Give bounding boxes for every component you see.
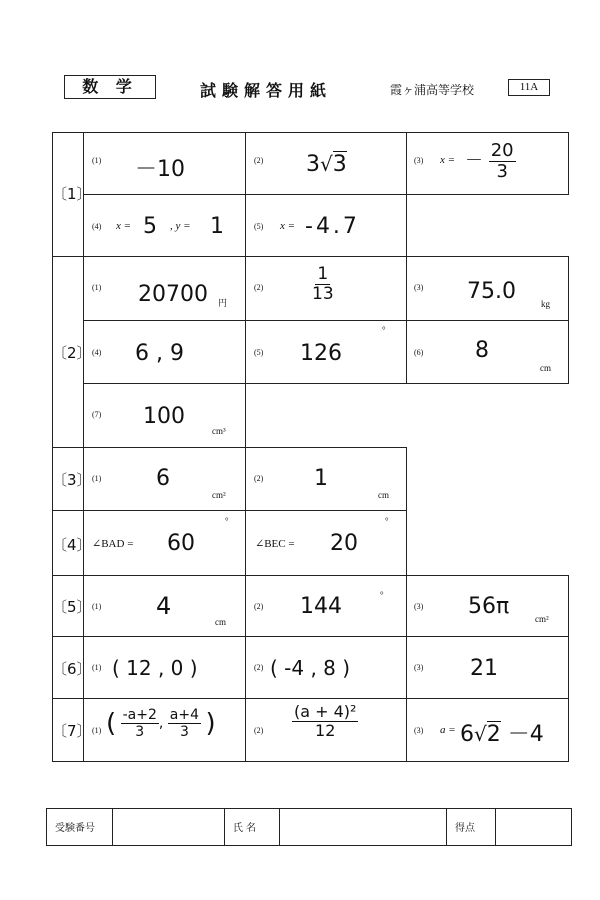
section-1-label: 〔1〕: [52, 185, 92, 203]
q6-1-num: (1): [92, 663, 102, 672]
exam-number-field[interactable]: [112, 808, 225, 846]
q3-2-num: (2): [254, 474, 264, 483]
q4-2-answer: 20: [330, 531, 358, 556]
section-3-label: 〔3〕: [52, 471, 92, 489]
q7-1-num: (1): [92, 726, 102, 735]
q1-5-num: (5): [254, 222, 264, 231]
q7-1-x-denominator: 3: [135, 724, 145, 740]
q7-2-numerator: (a + 4)²: [294, 702, 357, 721]
q5-1-unit: cm: [215, 617, 226, 627]
q4-1-label: ∠BAD =: [92, 538, 134, 550]
q1-3-fraction: [489, 142, 516, 181]
exam-code: 11A: [508, 79, 550, 96]
section-4-label: 〔4〕: [52, 536, 92, 554]
q1-2-answer: [306, 152, 347, 177]
q2-4-answer: 6 , 9: [135, 341, 184, 366]
q7-1-y-fraction: [168, 708, 201, 739]
q1-3-answer: [465, 142, 516, 181]
name-label-cell: [224, 808, 280, 846]
q2-7-answer: 100: [143, 404, 185, 429]
name-field[interactable]: [279, 808, 447, 846]
q2-6-unit: cm: [540, 363, 551, 373]
q1-4-y-answer: 1: [210, 214, 224, 239]
q7-2-fraction: [292, 704, 358, 739]
name-label: 氏 名: [233, 823, 257, 834]
q1-5-answer: -4.7: [305, 214, 360, 239]
q7-3-label: a =: [440, 724, 456, 736]
q3-1-num: (1): [92, 474, 102, 483]
q7-3-radicand: 2: [486, 722, 501, 747]
q7-3-rest: －4: [507, 722, 544, 747]
q2-5-num: (5): [254, 348, 264, 357]
q1-3-sign: －: [465, 150, 483, 172]
q5-3-unit: cm²: [535, 614, 549, 624]
q2-7-unit: cm³: [212, 426, 226, 436]
q2-2-numerator: 1: [317, 264, 329, 284]
q2-5-answer: 126: [300, 341, 342, 366]
q1-3-numerator: 20: [490, 140, 514, 161]
q1-4-y-label: , y =: [170, 220, 191, 232]
school-name: 霞ヶ浦高等学校: [390, 83, 475, 97]
q5-3-answer: 56π: [468, 594, 510, 619]
q1-2-num: (2): [254, 156, 264, 165]
sqrt-symbol: √: [320, 152, 333, 176]
q3-1-answer: 6: [156, 466, 170, 491]
q1-3-num: (3): [414, 156, 424, 165]
q2-5-unit: °: [382, 325, 386, 335]
q5-1-answer: 4: [156, 592, 172, 620]
q6-3-num: (3): [414, 663, 424, 672]
q2-3-answer: 75.0: [467, 279, 516, 304]
subject-box: 数 学: [64, 75, 156, 99]
q1-3-label: x =: [440, 154, 456, 166]
q7-2-denominator: 12: [315, 721, 336, 740]
q5-2-num: (2): [254, 602, 264, 611]
q7-1-y-denominator: 3: [179, 724, 189, 740]
q7-1-x-fraction: [121, 708, 159, 739]
q1-3-denominator: 3: [496, 161, 508, 182]
score-label-cell: [446, 808, 496, 846]
q4-1-unit: °: [225, 516, 229, 526]
sheet-title: 試験解答用紙: [200, 81, 333, 100]
q1-4-x-answer: 5: [143, 214, 157, 239]
q1-1-answer: －10: [135, 157, 185, 182]
q4-1-answer: 60: [167, 531, 195, 556]
score-field[interactable]: [495, 808, 572, 846]
section-2-label: 〔2〕: [52, 344, 92, 362]
q7-3-answer: [460, 717, 544, 748]
sqrt-symbol: √: [474, 722, 487, 746]
q7-3-coef: 6: [460, 722, 474, 747]
q6-1-answer: ( 12 , 0 ): [112, 656, 198, 680]
q2-2-denominator: 13: [312, 284, 334, 304]
q2-1-answer: 20700: [138, 282, 208, 307]
q6-3-answer: 21: [470, 656, 498, 681]
q1-4-num: (4): [92, 222, 102, 231]
q7-1-comma: ,: [158, 715, 164, 732]
q2-6-num: (6): [414, 348, 424, 357]
q5-1-num: (1): [92, 602, 102, 611]
q2-3-unit: kg: [541, 299, 550, 309]
score-label: 得点: [455, 823, 475, 834]
q7-3-num: (3): [414, 726, 424, 735]
q7-1-open-paren: (: [106, 708, 117, 739]
q5-3-num: (3): [414, 602, 424, 611]
q2-6-answer: 8: [475, 338, 489, 363]
section-5-label: 〔5〕: [52, 598, 92, 616]
q3-2-unit: cm: [378, 490, 389, 500]
q5-2-unit: °: [380, 590, 384, 600]
q2-2-fraction: [312, 266, 334, 303]
q2-2-answer: [312, 266, 334, 303]
exam-number-label-cell: [46, 808, 113, 846]
q1-4-x-label: x =: [116, 220, 132, 232]
q1-2-radicand: 3: [332, 152, 347, 177]
q3-1-unit: cm²: [212, 490, 226, 500]
q2-1-num: (1): [92, 283, 102, 292]
q2-1-unit: 円: [218, 298, 228, 308]
q6-2-num: (2): [254, 663, 264, 672]
q1-2-coef: 3: [306, 152, 320, 177]
exam-number-label: 受験番号: [55, 823, 95, 834]
q1-5-label: x =: [280, 220, 296, 232]
q7-1-x-numerator: -a+2: [122, 707, 157, 723]
q2-4-num: (4): [92, 348, 102, 357]
section-6-label: 〔6〕: [52, 660, 92, 678]
q7-2-num: (2): [254, 726, 264, 735]
section-7-label: 〔7〕: [52, 722, 92, 740]
q2-2-num: (2): [254, 283, 264, 292]
q4-2-unit: °: [385, 516, 389, 526]
q7-1-answer: [106, 708, 216, 739]
q2-3-num: (3): [414, 283, 424, 292]
q5-2-answer: 144: [300, 594, 342, 619]
q6-2-answer: ( -4 , 8 ): [270, 656, 351, 680]
q4-2-label: ∠BEC =: [255, 538, 295, 550]
q2-7-num: (7): [92, 410, 102, 419]
q1-1-num: (1): [92, 156, 102, 165]
q3-2-answer: 1: [314, 466, 328, 491]
q7-2-answer: [292, 704, 358, 739]
q7-1-y-numerator: a+4: [169, 707, 200, 723]
q7-1-close-paren: ): [205, 708, 216, 739]
